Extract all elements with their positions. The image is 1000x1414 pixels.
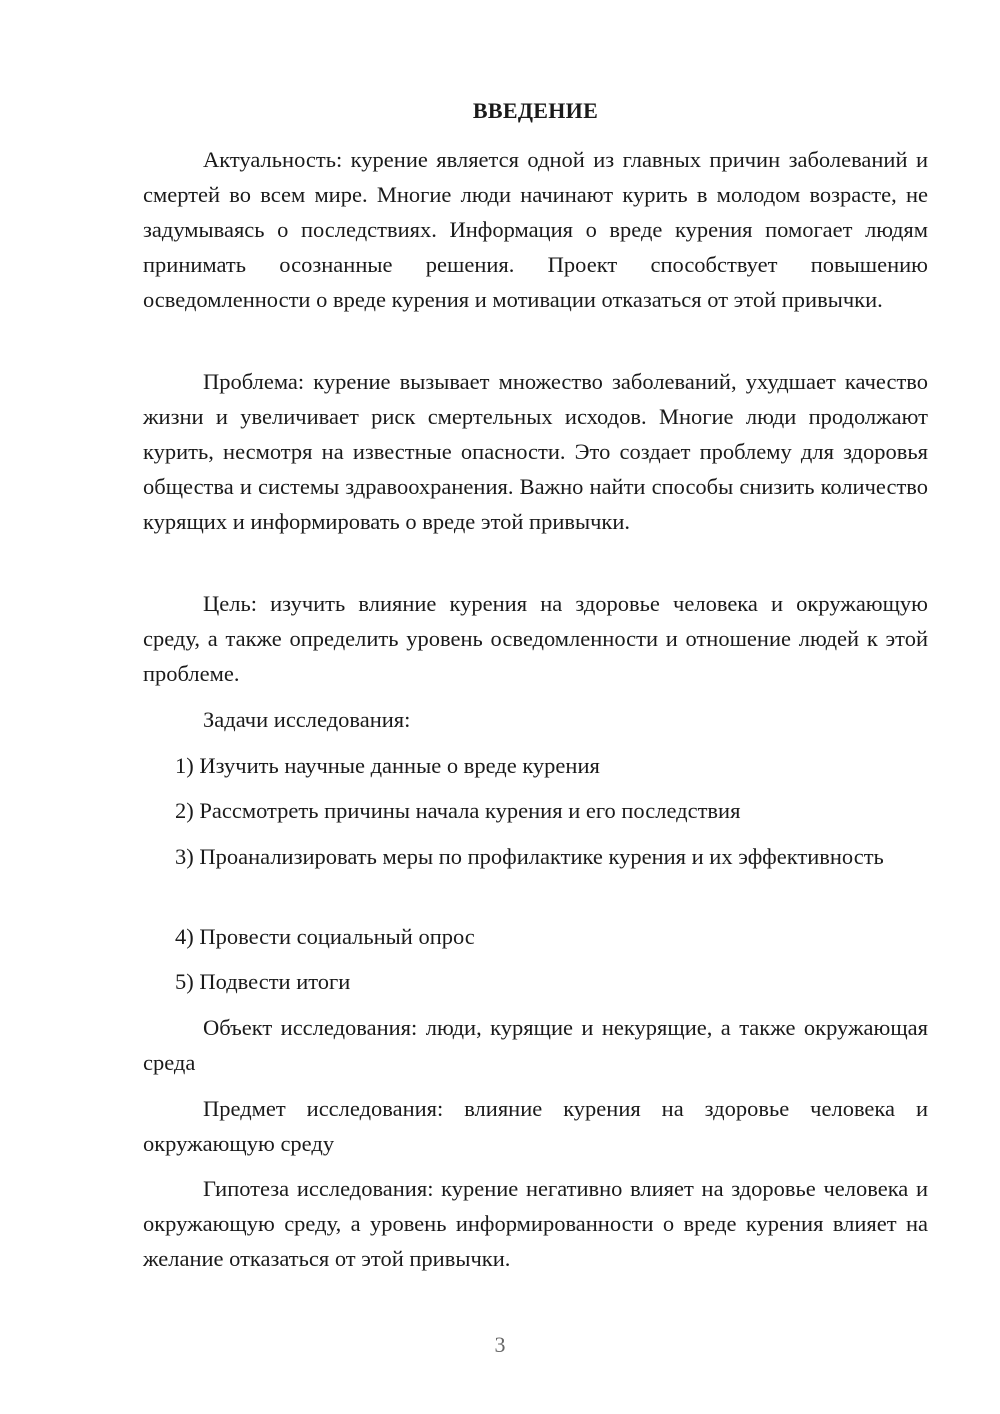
task-item: 1) Изучить научные данные о вреде курения	[175, 753, 600, 778]
paragraph-hypothesis: Гипотеза исследования: курение негативно влияет на здоровье человека и окружающую среду, а уровень информированности о вреде курения влияет на желание отказаться от этой привычки.	[143, 1176, 928, 1271]
task-item: 5) Подвести итоги	[175, 969, 351, 994]
paragraph-goal: Цель: изучить влияние курения на здоровье человека и окружающую среду, а также определить уровень осведомленности и отношение людей к этой проблеме.	[143, 591, 928, 686]
page-number: 3	[494, 1332, 506, 1357]
paragraph-relevance: Актуальность: курение является одной из главных причин заболеваний и смертей во всем мире. Многие люди начинают курить в молодом возрасте, не задумываясь о последствиях. Информация о вреде курения помогает людям принимать осознанные решения. Проект способствует повышению осведомленности о вреде курения и мотивации отказаться от этой привычки.	[143, 147, 928, 312]
task-item: 2) Рассмотреть причины начала курения и его последствия	[175, 798, 741, 823]
paragraph-problem: Проблема: курение вызывает множество заболеваний, ухудшает качество жизни и увеличивает риск смертельных исходов. Многие люди продолжают курить, несмотря на известные опасности. Это создает проблему для здоровья общества и системы здравоохранения. Важно найти способы снизить количество курящих и информировать о вреде этой привычки.	[143, 369, 928, 534]
task-item: 4) Провести социальный опрос	[175, 924, 475, 949]
paragraph-subject: Предмет исследования: влияние курения на здоровье человека и окружающую среду	[143, 1096, 928, 1156]
page-title: ВВЕДЕНИЕ	[472, 98, 599, 123]
paragraph-object: Объект исследования: люди, курящие и некурящие, а также окружающая среда	[143, 1015, 928, 1075]
tasks-heading: Задачи исследования:	[203, 707, 411, 732]
task-item: 3) Проанализировать меры по профилактике курения и их эффективность	[175, 844, 884, 869]
